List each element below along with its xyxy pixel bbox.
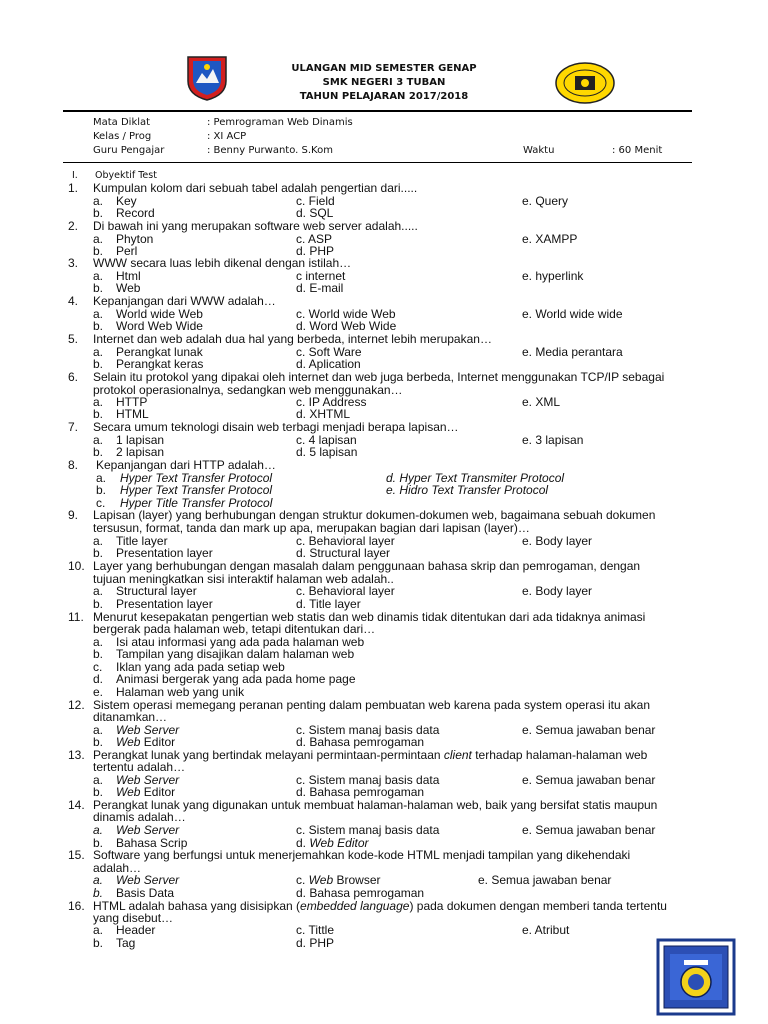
- option-b: Presentation layer: [116, 546, 213, 560]
- option-row: [68, 233, 698, 245]
- option-a: Hyper Text Transfer Protocol: [120, 471, 273, 485]
- question-number: 6.: [68, 370, 79, 384]
- teacher-value: : Benny Purwanto. S.Kom: [207, 145, 333, 156]
- option-b: Perl: [116, 244, 138, 258]
- option-a: Web Server: [116, 723, 180, 737]
- option-b: Web: [116, 281, 141, 295]
- school-emblem-stamp: [656, 938, 736, 1016]
- option-e: e. Query: [522, 194, 569, 208]
- option-letter: a.: [93, 723, 104, 737]
- option-letter: a.: [93, 269, 104, 283]
- option-letter: a.: [93, 232, 104, 246]
- option-row: [68, 736, 698, 748]
- option-letter: b.: [96, 483, 107, 497]
- section-title: Obyektif Test: [95, 170, 157, 181]
- question-text: tersusun, format, tanda dan mark up apa, merupakan bagian dari lapisan (layer)…: [93, 521, 530, 535]
- option-d: d. Bahasa pemrogaman: [296, 886, 425, 900]
- question-15: [68, 849, 698, 861]
- question-6: [68, 371, 698, 383]
- class-label: Kelas / Prog: [93, 131, 152, 142]
- option-d-italic: Web Editor: [309, 836, 369, 850]
- question-12-cont: [68, 711, 698, 723]
- question-text: tujuan meningkatkan sisi interaktif halaman web adalah..: [93, 572, 394, 586]
- option-row: [68, 207, 698, 219]
- academic-year: TAHUN PELAJARAN 2017/2018: [299, 91, 469, 102]
- option-b: Tampilan yang disajikan dalam halaman web: [116, 647, 355, 661]
- info-divider: [63, 162, 692, 163]
- option-letter: b.: [93, 647, 104, 661]
- option-row: [68, 824, 698, 836]
- option-b-rest: Editor: [140, 785, 176, 799]
- option-letter: a.: [93, 395, 104, 409]
- option-c: c. Soft Ware: [296, 345, 362, 359]
- option-e: e. Semua jawaban benar: [522, 773, 656, 787]
- question-text: yang disebut…: [93, 911, 174, 925]
- option-e: e. Semua jawaban benar: [522, 723, 656, 737]
- option-a: Key: [116, 194, 137, 208]
- option-e: e. XAMPP: [522, 232, 578, 246]
- option-b-rest: Editor: [140, 735, 176, 749]
- option-letter: b.: [93, 546, 104, 560]
- question-3: [68, 257, 698, 269]
- option-e: e. Hidro Text Transfer Protocol: [386, 483, 549, 497]
- option-e: e. XML: [522, 395, 561, 409]
- option-a: Web Server: [116, 773, 180, 787]
- question-text: Kepanjangan dari WWW adalah…: [93, 294, 276, 308]
- option-letter: a.: [93, 534, 104, 548]
- option-a: Header: [116, 923, 156, 937]
- teacher-label: Guru Pengajar: [93, 145, 165, 156]
- option-d: Animasi bergerak yang ada pada home page: [116, 672, 356, 686]
- question-text: Secara umum teknologi disain web terbagi menjadi berapa lapisan…: [93, 420, 459, 434]
- option-letter: e.: [93, 685, 104, 699]
- option-letter: a.: [93, 194, 104, 208]
- option-c-rest: Browser: [333, 873, 381, 887]
- option-c-italic: Web: [308, 873, 334, 887]
- option-d: d. PHP: [296, 936, 335, 950]
- option-c: Hyper Title Transfer Protocol: [120, 496, 273, 510]
- question-text-part: HTML adalah bahasa yang disisipkan (: [93, 899, 301, 913]
- option-e: e. World wide wide: [522, 307, 623, 321]
- question-text-part: ) pada dokumen dengan memberi tanda tertentu: [409, 899, 667, 913]
- option-a: Web Server: [116, 823, 180, 837]
- question-text: adalah…: [93, 861, 142, 875]
- option-letter: b.: [93, 836, 104, 850]
- question-number: 11.: [68, 610, 84, 624]
- question-text: Lapisan (layer) yang berhubungan dengan struktur dokumen-dokumen web, bagaimana sebuah dokumen: [93, 508, 656, 522]
- option-letter: c.: [93, 660, 103, 674]
- school-name: SMK NEGERI 3 TUBAN: [322, 77, 446, 88]
- question-number: 2.: [68, 219, 79, 233]
- option-row: [68, 924, 698, 936]
- option-row: [68, 484, 698, 496]
- option-a: 1 lapisan: [116, 433, 165, 447]
- option-c: c. Behavioral layer: [296, 584, 395, 598]
- option-b: [116, 786, 175, 798]
- option-letter: d.: [93, 672, 104, 686]
- option-d: d. E-mail: [296, 281, 344, 295]
- option-letter: b.: [93, 886, 104, 900]
- option-d: d. Structural layer: [296, 546, 391, 560]
- question-text: [93, 900, 697, 913]
- question-number: 15.: [68, 848, 85, 862]
- option-a: Html: [116, 269, 141, 283]
- question-14-cont: [68, 811, 698, 823]
- question-text: Layer yang berhubungan dengan masalah dalam penggunaan bahasa skrip dan pemrogaman, dengan: [93, 559, 641, 573]
- question-number: 16.: [68, 899, 85, 913]
- option-a: Title layer: [116, 534, 168, 548]
- option-e: e. Body layer: [522, 584, 593, 598]
- option-c: c. Sistem manaj basis data: [296, 823, 440, 837]
- option-b-italic: Web: [116, 735, 141, 749]
- option-b: Hyper Text Transfer Protocol: [120, 483, 273, 497]
- question-text: WWW secara luas lebih dikenal dengan istilah…: [93, 256, 352, 270]
- question-5: [68, 333, 698, 345]
- option-d: d. Aplication: [296, 357, 361, 371]
- option-row: [68, 585, 698, 597]
- option-c: c. Field: [296, 194, 335, 208]
- question-2: [68, 220, 698, 232]
- option-letter: b.: [93, 357, 104, 371]
- option-c: c. Behavioral layer: [296, 534, 395, 548]
- option-d: d. Word Web Wide: [296, 319, 397, 333]
- option-c: c. Sistem manaj basis data: [296, 773, 440, 787]
- option-letter: b.: [93, 597, 104, 611]
- option-letter: b.: [93, 445, 104, 459]
- option-row: [68, 195, 698, 207]
- option-a: Structural layer: [116, 584, 197, 598]
- option-row: [68, 937, 698, 949]
- option-a: Phyton: [116, 232, 154, 246]
- question-7: [68, 421, 698, 433]
- option-letter: b.: [93, 244, 104, 258]
- question-1: [68, 182, 698, 194]
- question-number: 13.: [68, 748, 85, 762]
- option-letter: a.: [93, 773, 104, 787]
- option-row: [68, 358, 698, 370]
- option-d: d. Title layer: [296, 597, 361, 611]
- question-text-part: Perangkat lunak yang bertindak melayani permintaan-permintaan: [93, 748, 444, 762]
- question-number: 3.: [68, 256, 79, 270]
- option-letter: b.: [93, 785, 104, 799]
- option-e: e. Semua jawaban benar: [478, 873, 612, 887]
- option-letter: a.: [93, 873, 104, 887]
- question-text: Software yang berfungsi untuk menerjemahkan kode-kode HTML menjadi tampilan yang dikehendaki: [93, 848, 631, 862]
- question-11-cont: [68, 623, 698, 635]
- option-row: [68, 673, 698, 685]
- question-6-cont: [68, 384, 698, 396]
- option-row: [68, 320, 698, 332]
- question-4: [68, 295, 698, 307]
- option-c: c. Tittle: [296, 923, 335, 937]
- option-c: c. 4 lapisan: [296, 433, 357, 447]
- option-row: [68, 547, 698, 559]
- option-b: Presentation layer: [116, 597, 213, 611]
- question-text: dinamis adalah…: [93, 810, 186, 824]
- time-label: Waktu: [523, 145, 555, 156]
- option-e: e. Body layer: [522, 534, 593, 548]
- question-number: 12.: [68, 698, 85, 712]
- option-d: d. PHP: [296, 244, 335, 258]
- option-b: Record: [116, 206, 155, 220]
- option-letter: b.: [93, 936, 104, 950]
- option-letter: a.: [96, 471, 107, 485]
- question-text: Perangkat lunak yang digunakan untuk membuat halaman-halaman web, baik yang bersifat statis maupun: [93, 798, 658, 812]
- option-c: c. Sistem manaj basis data: [296, 723, 440, 737]
- option-e: e. hyperlink: [522, 269, 584, 283]
- option-row: [68, 786, 698, 798]
- option-letter: a.: [93, 307, 104, 321]
- question-text-italic: embedded language: [300, 899, 410, 913]
- option-row: [68, 598, 698, 610]
- option-c: c. IP Address: [296, 395, 367, 409]
- option-b: 2 lapisan: [116, 445, 165, 459]
- question-number: 10.: [68, 559, 85, 573]
- option-b: Basis Data: [116, 886, 175, 900]
- question-text: Kumpulan kolom dari sebuah tabel adalah pengertian dari.....: [93, 181, 418, 195]
- option-c-prefix: c.: [296, 873, 309, 887]
- class-value: : XI ACP: [207, 131, 247, 142]
- option-letter: b.: [93, 319, 104, 333]
- question-text: Menurut kesepakatan pengertian web statis dan web dinamis tidak ditentukan dari ada tidaknya animasi: [93, 610, 646, 624]
- option-b: Tag: [116, 936, 136, 950]
- option-row: [68, 648, 698, 660]
- option-row: [68, 282, 698, 294]
- question-text-italic: client: [443, 748, 472, 762]
- question-number: 8.: [68, 458, 79, 472]
- option-b: Word Web Wide: [116, 319, 203, 333]
- option-a: World wide Web: [116, 307, 203, 321]
- option-c: c. World wide Web: [296, 307, 396, 321]
- question-16-cont: [68, 912, 698, 924]
- option-row: [68, 408, 698, 420]
- question-text: Di bawah ini yang merupakan software web server adalah.....: [93, 219, 418, 233]
- option-d: d. SQL: [296, 206, 334, 220]
- question-text: Sistem operasi memegang peranan penting dalam pembuatan web karena pada system operasi itu akan: [93, 698, 651, 712]
- question-text: Internet dan web adalah dua hal yang berbeda, internet lebih merupakan…: [93, 332, 492, 346]
- option-c: Iklan yang ada pada setiap web: [116, 660, 285, 674]
- option-b: HTML: [116, 407, 149, 421]
- option-letter: a.: [93, 923, 104, 937]
- section-number: I.: [72, 170, 78, 181]
- option-row: [68, 270, 698, 282]
- option-row: [68, 686, 698, 698]
- option-letter: a.: [93, 635, 104, 649]
- option-e: e. Atribut: [522, 923, 570, 937]
- option-e: e. 3 lapisan: [522, 433, 584, 447]
- question-number: 14.: [68, 798, 85, 812]
- question-10: [68, 560, 698, 572]
- option-letter: a.: [93, 584, 104, 598]
- time-value: : 60 Menit: [612, 145, 663, 156]
- question-text: Selain itu protokol yang dipakai oleh internet dan web juga berbeda, Internet menggunakan TCP/IP sebagai: [93, 370, 665, 384]
- option-d: d. 5 lapisan: [296, 445, 358, 459]
- question-13-cont: [68, 761, 698, 773]
- option-row: [68, 396, 698, 408]
- option-e: Halaman web yang unik: [116, 685, 245, 699]
- question-text: tertentu adalah…: [93, 760, 186, 774]
- question-number: 1.: [68, 181, 79, 195]
- option-row: [68, 887, 698, 899]
- option-a: Web Server: [116, 873, 180, 887]
- question-9-cont: [68, 522, 698, 534]
- header-divider: [63, 110, 692, 112]
- option-d: d. XHTML: [296, 407, 351, 421]
- option-letter: a.: [93, 345, 104, 359]
- option-c: c. ASP: [296, 232, 333, 246]
- option-d: d. Hyper Text Transmiter Protocol: [386, 471, 565, 485]
- question-number: 5.: [68, 332, 79, 346]
- question-number: 4.: [68, 294, 79, 308]
- option-letter: b.: [93, 407, 104, 421]
- exam-title: ULANGAN MID SEMESTER GENAP: [291, 63, 477, 74]
- option-d-prefix: d.: [296, 836, 310, 850]
- option-letter: b.: [93, 281, 104, 295]
- question-number: 9.: [68, 508, 79, 522]
- question-text-part: terhadap halaman-halaman web: [471, 748, 648, 762]
- option-e: e. Media perantara: [522, 345, 623, 359]
- option-d: d. Bahasa pemrogaman: [296, 785, 425, 799]
- option-c: c internet: [296, 269, 346, 283]
- question-text: protokol operasionalnya, sedangkan web menggunakan…: [93, 383, 403, 397]
- option-b: Bahasa Scrip: [116, 836, 188, 850]
- option-e: e. Semua jawaban benar: [522, 823, 656, 837]
- question-text: bergerak pada halaman web, tetapi ditentukan dari…: [93, 622, 376, 636]
- option-a: HTTP: [116, 395, 148, 409]
- option-row: [68, 446, 698, 458]
- question-text: ditanamkan…: [93, 710, 168, 724]
- question-text: Kepanjangan dari HTTP adalah…: [96, 458, 276, 472]
- option-d: d. Bahasa pemrogaman: [296, 735, 425, 749]
- question-8: [68, 459, 698, 471]
- option-letter: a.: [93, 823, 104, 837]
- subject-label: Mata Diklat: [93, 117, 151, 128]
- question-9: [68, 509, 698, 521]
- option-b: Perangkat keras: [116, 357, 204, 371]
- option-c: [296, 874, 380, 886]
- option-b-italic: Web: [116, 785, 141, 799]
- option-row: [68, 874, 698, 886]
- option-letter: b.: [93, 206, 104, 220]
- option-a: Isi atau informasi yang ada pada halaman web: [116, 635, 365, 649]
- option-letter: a.: [93, 433, 104, 447]
- question-number: 7.: [68, 420, 79, 434]
- option-letter: b.: [93, 735, 104, 749]
- subject-value: : Pemrograman Web Dinamis: [207, 117, 353, 128]
- option-b: [116, 736, 175, 748]
- option-a: Perangkat lunak: [116, 345, 203, 359]
- option-letter: c.: [96, 496, 106, 510]
